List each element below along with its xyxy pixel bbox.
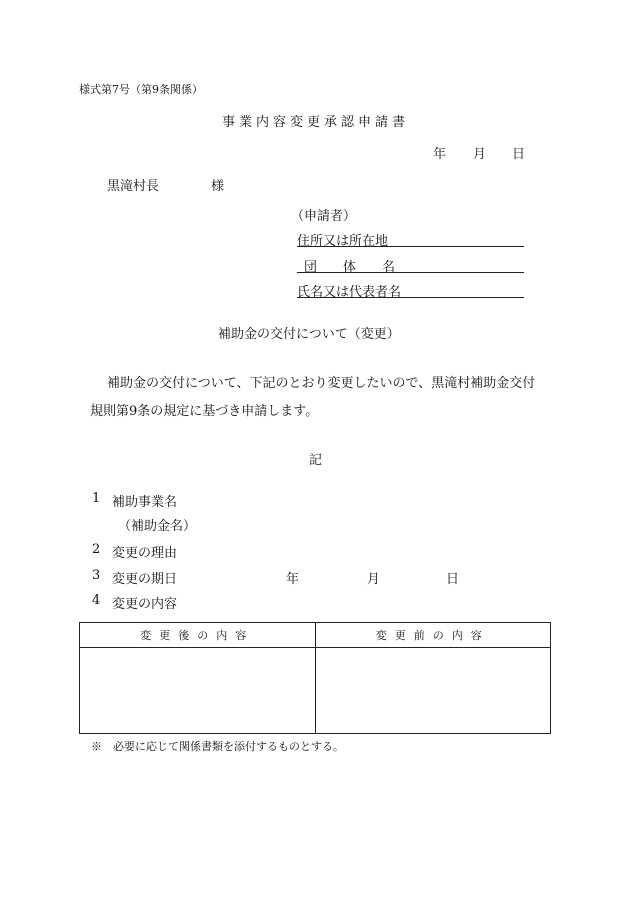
change-date-year: 年 (286, 572, 300, 587)
document-title: 事業内容変更承認申請書 (222, 115, 410, 130)
representative-label: 氏名又は代表者名 (297, 285, 402, 300)
address-label: 住所又は所在地 (297, 234, 389, 249)
table-row (80, 648, 551, 734)
item-label-change-content: 変更の内容 (112, 597, 178, 612)
item-label-change-reason: 変更の理由 (112, 546, 178, 561)
change-date-month: 月 (367, 572, 381, 587)
date-day-label: 日 (512, 147, 526, 162)
before-change-cell[interactable] (315, 648, 551, 734)
item-label-subsidy-name: （補助金名） (118, 519, 197, 534)
item-number-4: 4 (92, 593, 101, 608)
body-text-line-2: 規則第9条の規定に基づき申請します。 (90, 404, 319, 419)
item-number-2: 2 (92, 542, 101, 557)
applicant-heading: （申請者） (291, 209, 357, 224)
item-label-change-date: 変更の期日 (112, 572, 178, 587)
date-month-label: 月 (473, 147, 487, 162)
header-before-change: 変更前の内容 (315, 623, 551, 648)
organization-field[interactable] (297, 256, 524, 273)
after-change-cell[interactable] (80, 648, 316, 734)
subject-heading: 補助金の交付について（変更） (218, 327, 400, 342)
change-date-day: 日 (446, 572, 460, 587)
ki-marker: 記 (309, 453, 323, 468)
organization-label: 団 体 名 (304, 260, 396, 275)
item-number-3: 3 (92, 568, 101, 583)
header-after-change: 変更後の内容 (80, 623, 316, 648)
addressee-name: 黒滝村長 (107, 179, 160, 194)
date-year-label: 年 (433, 147, 447, 162)
change-content-table (79, 622, 551, 734)
item-number-1: 1 (92, 491, 101, 506)
body-text-line-1: 補助金の交付について、下記のとおり変更したいので、黒滝村補助金交付 (107, 376, 536, 391)
addressee-honorific: 様 (211, 179, 225, 194)
footnote: ※ 必要に応じて関係書類を添付するものとする。 (91, 740, 344, 753)
address-field[interactable] (297, 230, 524, 247)
table-header-row (80, 623, 551, 648)
item-label-project-name: 補助事業名 (112, 495, 178, 510)
representative-field[interactable] (297, 281, 524, 298)
form-number: 様式第7号（第9条関係） (79, 83, 203, 96)
